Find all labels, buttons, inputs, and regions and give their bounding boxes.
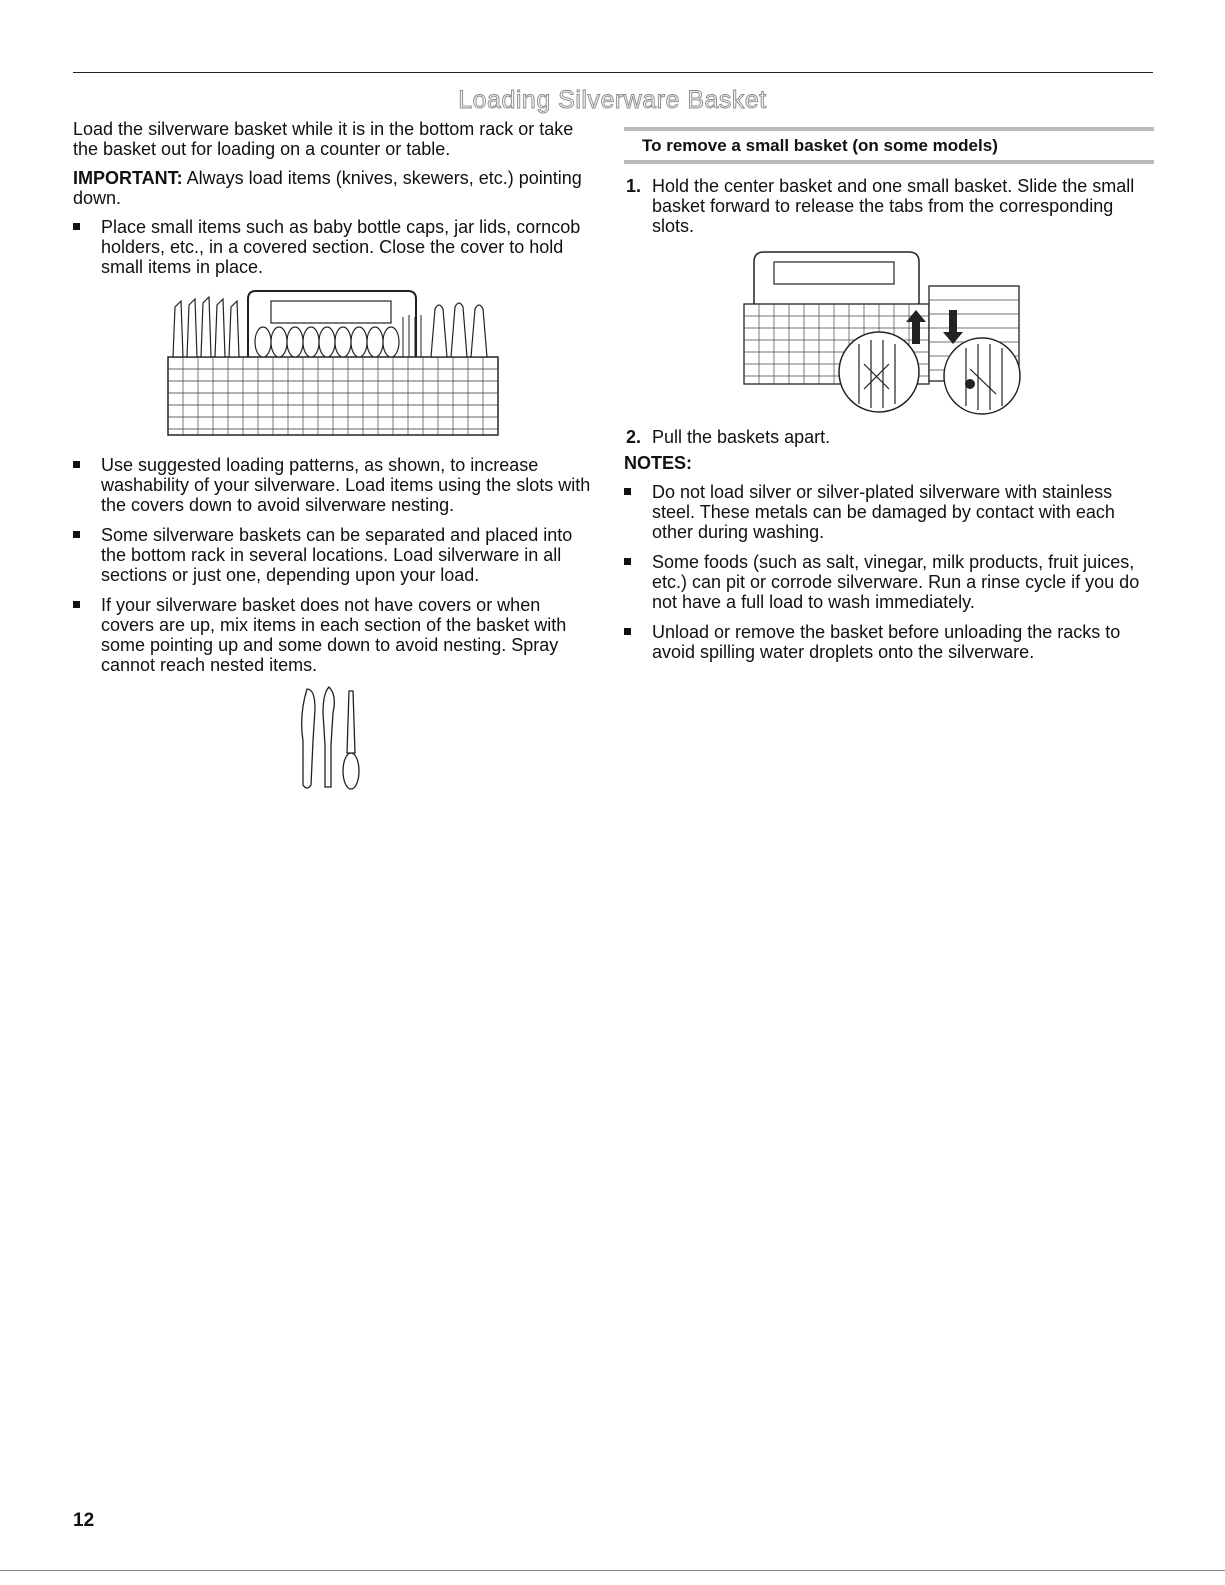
- step-text: Hold the center basket and one small basket. Slide the small basket forward to release the tabs from the corresponding slots.: [652, 176, 1135, 236]
- important-label: IMPORTANT:: [73, 168, 183, 188]
- page-title: Loading Silverware Basket: [458, 86, 767, 114]
- list-item-text: Unload or remove the basket before unloading the racks to avoid spilling water droplets onto the silverware.: [652, 622, 1121, 662]
- steps-list: [624, 176, 1154, 236]
- step-number: 1.: [626, 176, 642, 196]
- list-item-text: If your silverware basket does not have covers or when covers are up, mix items in each section of the basket with some pointing up and some down to avoid nesting. Spray cannot reach nested items.: [101, 595, 567, 675]
- square-bullet-icon: [624, 488, 631, 495]
- bottom-rule: [0, 1570, 1225, 1571]
- list-item-text: Some foods (such as salt, vinegar, milk products, fruit juices, etc.) can pit or corrode silverware. Run a rinse cycle if you do not have a full load to wash immediately.: [652, 552, 1140, 612]
- left-column: [73, 119, 593, 795]
- square-bullet-icon: [624, 628, 631, 635]
- square-bullet-icon: [73, 531, 80, 538]
- important-paragraph: [73, 168, 593, 208]
- step-item: [624, 427, 1154, 447]
- basket-separation-illustration: [734, 244, 1024, 419]
- list-item-text: Use suggested loading patterns, as shown, to increase washability of your silverware. Load items using the slots with the covers down to avoid silverware nesting.: [101, 455, 591, 515]
- list-item: [73, 217, 593, 277]
- list-item-text: Some silverware baskets can be separated and placed into the bottom rack in several locations. Load silverware in all sections or just one, depending upon your load.: [101, 525, 573, 585]
- intro-paragraph: Load the silverware basket while it is in the bottom rack or take the basket out for loading on a counter or table.: [73, 119, 574, 159]
- step-item: [624, 176, 1154, 236]
- page-number: 12: [73, 1510, 95, 1531]
- notes-list: [624, 482, 1154, 662]
- subhead-band: [624, 127, 1154, 164]
- list-item: [624, 552, 1154, 612]
- mixed-silverware-illustration: [295, 685, 365, 795]
- square-bullet-icon: [73, 601, 80, 608]
- bullet-list-top: [73, 217, 593, 277]
- silverware-basket-illustration: [153, 287, 513, 447]
- list-item: [624, 482, 1154, 542]
- square-bullet-icon: [73, 461, 80, 468]
- list-item-text: Place small items such as baby bottle caps, jar lids, corncob holders, etc., in a covered section. Close the cover to hold small items in place.: [101, 217, 581, 277]
- list-item-text: Do not load silver or silver-plated silverware with stainless steel. These metals can be damaged by contact with each other during washing.: [652, 482, 1115, 542]
- list-item: [73, 455, 593, 515]
- top-rule: [73, 72, 1153, 73]
- step-text: Pull the baskets apart.: [652, 427, 831, 447]
- bullet-list-bottom: [73, 455, 593, 675]
- list-item: [624, 622, 1154, 662]
- square-bullet-icon: [624, 558, 631, 565]
- list-item: [73, 595, 593, 675]
- important-text: Always load items (knives, skewers, etc.) pointing down.: [73, 168, 582, 208]
- notes-heading: NOTES:: [624, 453, 693, 473]
- steps-list-2: [624, 427, 1154, 447]
- list-item: [73, 525, 593, 585]
- right-column: [624, 127, 1154, 672]
- section-subhead: To remove a small basket (on some models): [642, 136, 998, 155]
- square-bullet-icon: [73, 223, 80, 230]
- step-number: 2.: [626, 427, 642, 447]
